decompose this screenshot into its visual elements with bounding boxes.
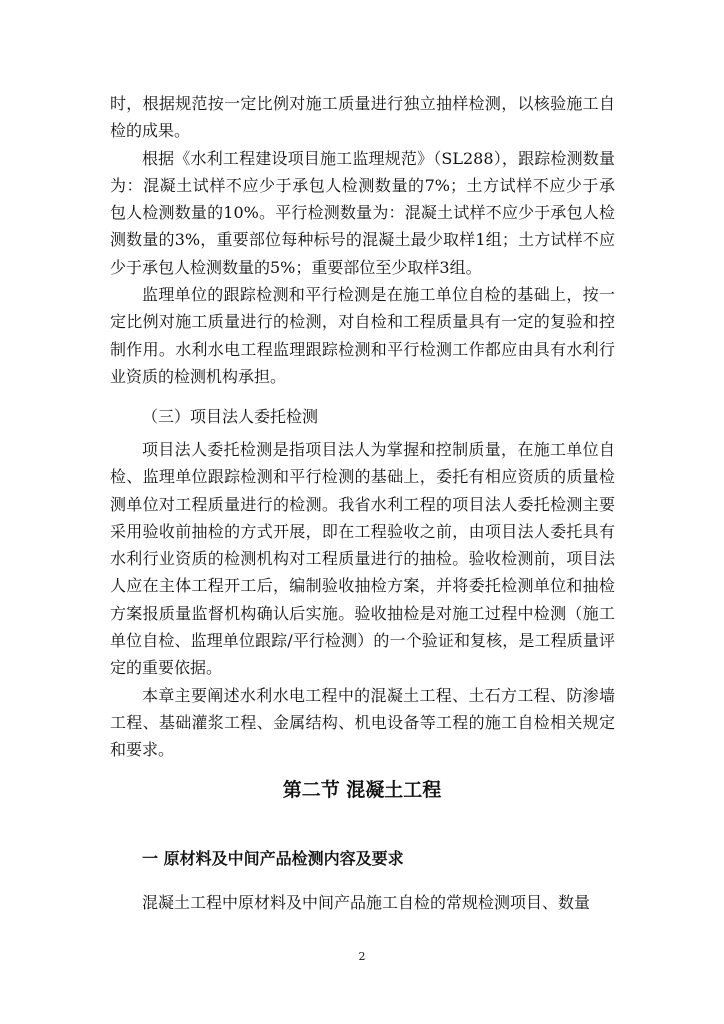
paragraph-chapter-scope: 本章主要阐述水利水电工程中的混凝土工程、土石方工程、防渗墙工程、基础灌浆工程、金属结构、机电设备等工程的施工自检相关规定和要求。 — [110, 685, 615, 760]
body-text-block-1 — [110, 90, 615, 390]
subheading-owner-entrusted-testing: （三）项目法人委托检测 — [142, 407, 319, 426]
page-number: 2 — [358, 950, 366, 963]
paragraph-owner-testing: 项目法人委托检测是指项目法人为掌握和控制质量，在施工单位自检、监理单位跟踪检测和平行检测的基础上，委托有相应资质的质量检测单位对工程质量进行的检测。我省水利工程的项目法人委托检测主要采用验收前抽检的方式开展，即在工程验收之前，由项目法人委托具有水利行业资质的检测机构对工程质量进行的抽检。验收检测前，项目法人应在主体工程开工后，编制验收抽检方案，并将委托检测单位和抽检方案报质量监督机构确认后实施。验收抽检是对施工过程中检测（施工单位自检、监理单位跟踪/平行检测）的一个验证和复核，是工程质量评定的重要依据。 — [110, 440, 615, 678]
body-text-block-2 — [110, 436, 615, 764]
paragraph-supervision: 监理单位的跟踪检测和平行检测是在施工单位自检的基础上，按一定比例对施工质量进行的检测，对自检和工程质量具有一定的复验和控制作用。水利水电工程监理跟踪检测和平行检测工作都应由具有水利行业资质的检测机构承担。 — [110, 285, 615, 386]
section-title: 第二节 混凝土工程 — [282, 779, 442, 801]
paragraph-materials: 混凝土工程中原材料及中间产品施工自检的常规检测项目、数量 — [142, 893, 591, 912]
body-text-block-3 — [110, 889, 615, 916]
paragraph-continuation: 时，根据规范按一定比例对施工质量进行独立抽样检测，以核验施工自检的成果。 — [110, 94, 615, 141]
paragraph-sl288: 根据《水利工程建设项目施工监理规范》（SL288），跟踪检测数量为：混凝土试样不应少于承包人检测数量的7%；土方试样不应少于承包人检测数量的10%。平行检测数量为：混凝土试样不应少于承包人检测数量的3%，重要部位每种标号的混凝土最少取样1组；土方试样不应少于承包人检测数量的5%；重要部位至少取样3组。 — [110, 148, 615, 277]
sub-section-title: 一 原材料及中间产品检测内容及要求 — [142, 849, 404, 868]
